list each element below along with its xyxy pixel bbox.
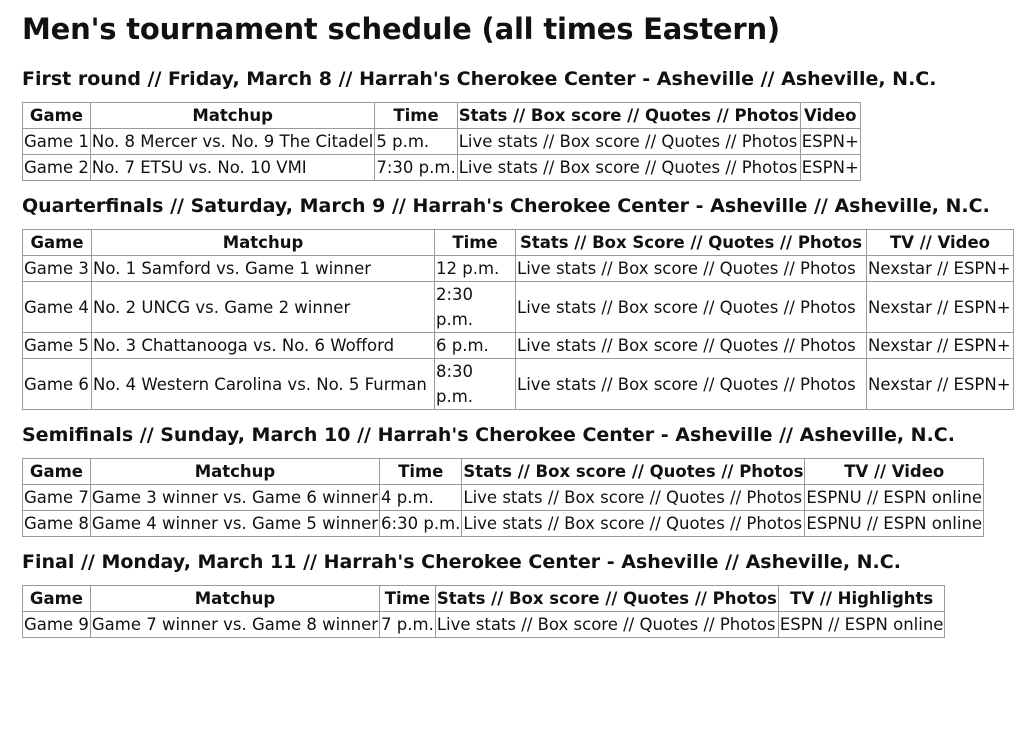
table-header-row <box>23 586 945 612</box>
tv-cell[interactable]: Nexstar // ESPN+ <box>867 359 1014 410</box>
table-header-row <box>23 230 1014 256</box>
column-header: Stats // Box score // Quotes // Photos <box>457 103 800 129</box>
stats-links-cell[interactable]: Live stats // Box score // Quotes // Photos <box>435 612 778 638</box>
game-cell: Game 3 <box>23 256 92 282</box>
quarterfinals-heading: Quarterfinals // Saturday, March 9 // Harrah's Cherokee Center - Asheville // Asheville, N.C. <box>22 195 990 217</box>
final-heading: Final // Monday, March 11 // Harrah's Cherokee Center - Asheville // Asheville, N.C. <box>22 551 901 573</box>
matchup-cell: Game 4 winner vs. Game 5 winner <box>90 511 379 537</box>
tv-cell[interactable]: ESPN // ESPN online <box>778 612 945 638</box>
column-header: Video <box>800 103 860 129</box>
table-header-row <box>23 103 861 129</box>
stats-links-cell[interactable]: Live stats // Box score // Quotes // Photos <box>516 282 867 333</box>
time-cell: 7 p.m. <box>380 612 436 638</box>
stats-links-cell[interactable]: Live stats // Box score // Quotes // Photos <box>462 485 805 511</box>
time-cell: 7:30 p.m. <box>375 155 457 181</box>
table-row <box>23 129 861 155</box>
game-cell: Game 7 <box>23 485 91 511</box>
column-header: Time <box>380 459 462 485</box>
table-row <box>23 333 1014 359</box>
game-cell: Game 1 <box>23 129 91 155</box>
first-round-heading: First round // Friday, March 8 // Harrah's Cherokee Center - Asheville // Asheville, N.C. <box>22 68 937 90</box>
table-row <box>23 256 1014 282</box>
table-row <box>23 359 1014 410</box>
matchup-cell: No. 8 Mercer vs. No. 9 The Citadel <box>90 129 375 155</box>
stats-links-cell[interactable]: Live stats // Box score // Quotes // Photos <box>516 333 867 359</box>
final-table <box>22 585 945 638</box>
matchup-cell: No. 7 ETSU vs. No. 10 VMI <box>90 155 375 181</box>
column-header: Game <box>23 586 91 612</box>
column-header: Time <box>375 103 457 129</box>
column-header: Matchup <box>90 586 379 612</box>
tv-cell[interactable]: Nexstar // ESPN+ <box>867 333 1014 359</box>
stats-links-cell[interactable]: Live stats // Box score // Quotes // Photos <box>457 129 800 155</box>
semifinals-heading: Semifinals // Sunday, March 10 // Harrah's Cherokee Center - Asheville // Asheville, N.C. <box>22 424 955 446</box>
column-header: TV // Highlights <box>778 586 945 612</box>
tv-cell[interactable]: Nexstar // ESPN+ <box>867 256 1014 282</box>
game-cell: Game 8 <box>23 511 91 537</box>
table-row <box>23 511 984 537</box>
matchup-cell: No. 1 Samford vs. Game 1 winner <box>92 256 435 282</box>
stats-links-cell[interactable]: Live stats // Box score // Quotes // Photos <box>457 155 800 181</box>
column-header: TV // Video <box>805 459 984 485</box>
first-round-table <box>22 102 861 181</box>
quarterfinals-table <box>22 229 1014 410</box>
page-title: Men's tournament schedule (all times Eastern) <box>22 12 780 46</box>
column-header: Time <box>435 230 516 256</box>
matchup-cell: Game 3 winner vs. Game 6 winner <box>90 485 379 511</box>
column-header: Stats // Box Score // Quotes // Photos <box>516 230 867 256</box>
column-header: Time <box>380 586 436 612</box>
table-header-row <box>23 459 984 485</box>
table-row <box>23 612 945 638</box>
video-cell[interactable]: ESPN+ <box>800 155 860 181</box>
time-cell: 4 p.m. <box>380 485 462 511</box>
time-cell: 6 p.m. <box>435 333 516 359</box>
matchup-cell: No. 4 Western Carolina vs. No. 5 Furman <box>92 359 435 410</box>
game-cell: Game 4 <box>23 282 92 333</box>
time-cell: 8:30 p.m. <box>435 359 516 410</box>
time-cell: 2:30 p.m. <box>435 282 516 333</box>
video-cell[interactable]: ESPN+ <box>800 129 860 155</box>
game-cell: Game 9 <box>23 612 91 638</box>
table-row <box>23 282 1014 333</box>
column-header: Game <box>23 103 91 129</box>
matchup-cell: Game 7 winner vs. Game 8 winner <box>90 612 379 638</box>
column-header: Matchup <box>90 459 379 485</box>
stats-links-cell[interactable]: Live stats // Box score // Quotes // Photos <box>516 359 867 410</box>
game-cell: Game 2 <box>23 155 91 181</box>
table-row <box>23 485 984 511</box>
column-header: Game <box>23 230 92 256</box>
time-cell: 12 p.m. <box>435 256 516 282</box>
game-cell: Game 5 <box>23 333 92 359</box>
column-header: Stats // Box score // Quotes // Photos <box>435 586 778 612</box>
column-header: Matchup <box>90 103 375 129</box>
column-header: TV // Video <box>867 230 1014 256</box>
stats-links-cell[interactable]: Live stats // Box score // Quotes // Photos <box>462 511 805 537</box>
table-row <box>23 155 861 181</box>
time-cell: 5 p.m. <box>375 129 457 155</box>
time-cell: 6:30 p.m. <box>380 511 462 537</box>
game-cell: Game 6 <box>23 359 92 410</box>
column-header: Game <box>23 459 91 485</box>
tv-cell[interactable]: Nexstar // ESPN+ <box>867 282 1014 333</box>
stats-links-cell[interactable]: Live stats // Box score // Quotes // Photos <box>516 256 867 282</box>
semifinals-table <box>22 458 984 537</box>
matchup-cell: No. 3 Chattanooga vs. No. 6 Wofford <box>92 333 435 359</box>
column-header: Matchup <box>92 230 435 256</box>
matchup-cell: No. 2 UNCG vs. Game 2 winner <box>92 282 435 333</box>
tv-cell[interactable]: ESPNU // ESPN online <box>805 511 984 537</box>
tv-cell[interactable]: ESPNU // ESPN online <box>805 485 984 511</box>
column-header: Stats // Box score // Quotes // Photos <box>462 459 805 485</box>
